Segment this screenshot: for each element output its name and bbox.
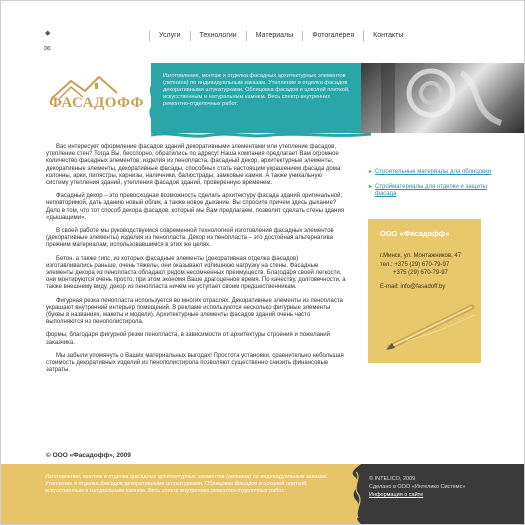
paragraph: Бетон, а также гипс, из которых фасадные элементы (декоративная отделка фасадов) изготавливались раньше, очень тяжелы, они оказывают излишнюю нагрузку на стены. Фасадные элементы декора из пенопласта обладают рядом несомненных преимуществ. Благодаря своей легкости, они монтируются очень просто, при этом экономя Ваше драгоценное время. По качеству, долговечности, а также внешнему виду, декор из пенопласта ничем не уступает своим предшественникам.: [46, 255, 346, 291]
logo-text: ФАСАДОФФ: [49, 95, 144, 111]
home-icon[interactable]: ◆: [45, 30, 51, 37]
contact-phone: +375 (29) 670-79-97: [393, 270, 448, 276]
nav-item-contacts[interactable]: Контакты: [363, 31, 412, 41]
paragraph: В своей работе мы руководствуемся современной технологией изготовления фасадных элементов (декоративные элементы) изделия из пенопласта. Декор из пенопласта – это достойная альтернатива прежним материалам, использовавшимся в этих же целях.: [46, 228, 334, 249]
header-description: Изготовление, монтаж и отделка фасадных архитектурных элементов (лепнина) по индивидуальным заказам. Утепление и отделка фасадов декоративными штукатурками. Облицовка фасадов и цоколей плиткой, искусственным и натуральным камнем. Весь спектр внутренних ремонтно-отделочных работ.: [163, 73, 350, 107]
header-band: [1, 63, 524, 133]
paragraph: Фигурная резка пенопласта используется во многих отраслях. Декоративные элементы из пенопласта украшают внутренний интерьер помещений. В рекламе используются несколько фигурные элементы (буквы в названиях, макеты и модели). Архитектурные элементы фасадов зданий очень часто выполняются из пенополистирола.: [46, 297, 343, 326]
sidebar-links: [369, 169, 499, 206]
ink-stroke-decoration: [151, 131, 371, 139]
logo[interactable]: [1, 63, 151, 133]
sidebar-link-item: [369, 169, 499, 176]
nav-item-gallery[interactable]: Фотогалерея: [302, 31, 363, 41]
footer-description: Изготовление, монтаж и отделка фасадных архитектурных элементов (лепнина) по индивидуальным заказам. Утепление и отделка фасадов декоративными штукатурками. Облицовка фасадов и цоколей плиткой, искусственным и натуральным камнем. Весь спектр внутренних ремонтно-отделочных работ.: [45, 474, 329, 494]
arrow-icon: ▸: [369, 169, 373, 175]
contact-address: г.Минск, ул. Монтажников, 47: [380, 253, 462, 259]
sidebar-link-item: [369, 184, 499, 198]
copyright: © ООО «Фасадофф», 2009: [46, 452, 131, 459]
main-nav: [149, 31, 412, 41]
nav-item-materials[interactable]: Материалы: [246, 31, 302, 41]
sidebar-link-cladding-materials[interactable]: Строительные материалы для облицовки: [375, 169, 492, 175]
paragraph: Фасадный декор – это превосходная возможность сделать архитектуру фасада зданий оригинальной, неповторимой, дать зданию новый облик, а также новое дыхание. Вы спросите причем здесь дыхание? Дело в том, что тот способ декора фасадов, который мы Вам предлагаем, позволит сделать стены здания «дышащими».: [46, 193, 345, 221]
nav-item-services[interactable]: Услуги: [149, 31, 190, 41]
main-content: [46, 144, 346, 380]
footer-made-by: Сделано в ООО «Интелико Системс»: [369, 484, 466, 490]
nav-item-technologies[interactable]: Технологии: [190, 31, 246, 41]
footer-site-info-link[interactable]: Информация о сайте: [369, 492, 424, 498]
footer-ornament-decoration: [346, 464, 371, 524]
contact-phone: тел.: +375 (29) 670-79-97: [380, 262, 450, 268]
footer: [1, 464, 524, 524]
footer-intelico: © INTELICO, 2009: [369, 476, 416, 482]
arrow-icon: ▸: [369, 184, 373, 190]
mail-icon[interactable]: ✉: [44, 44, 51, 53]
paragraph: Мы забыли упомянуть о Ваших материальных выгодах! Простота установки, сравнительно небольшая стоимость декоративных изделий из пенополистирола позволяют существенно снизить финансовые затраты.: [46, 352, 344, 374]
contact-title: ООО «Фасадофф»: [380, 229, 450, 238]
contact-card: [368, 219, 481, 363]
pencil-icon: [386, 301, 476, 351]
paragraph: формы, благодаря фигурной резки пенопласта, в зависимости от архитектуры строения и пожеланий заказчика.: [46, 332, 330, 346]
capital-ornament-image: [361, 63, 524, 133]
top-bar: [1, 1, 524, 65]
paragraph: Вас интересует оформление фасадов зданий декоративными элементами или утепление фасадов, утепление стен? Тогда Вы, бесспорно, обратились по адресу! Наша компания предлагает Вам огромное количество фасадных элементов: изделия из пенопласта, фасадный декор, архитектурные элементы, декоративные элементы, декоративные фасады, способных стать настоящим украшением фасада дома: колонны, арки, пилястры, карнизы, наличники, балюстрады, замковые камни. А также уникальную систему утепления зданий, утепления фасадов зданий, проверенную временем.: [46, 144, 342, 187]
sidebar-link-facade-protection[interactable]: Стройматериалы для отделки и защиты фасада: [375, 184, 487, 197]
contact-email[interactable]: E-mail: info@fasadoff.by: [380, 284, 446, 290]
